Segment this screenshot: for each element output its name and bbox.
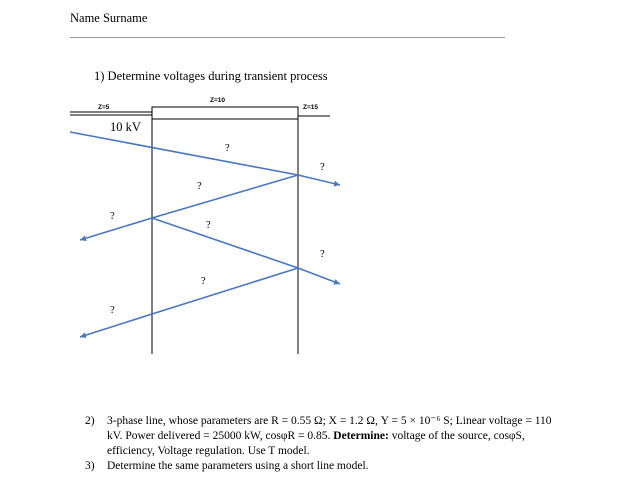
z-label-left: Z=5 <box>98 104 110 111</box>
unknown-mark: ? <box>110 305 115 316</box>
unknown-mark: ? <box>201 276 206 287</box>
wave-transmitted-2 <box>298 268 340 284</box>
z-label-right: Z=15 <box>303 104 318 111</box>
wave-reflected-1 <box>152 175 298 218</box>
name-surname-label: Name Surname <box>70 11 148 25</box>
wave-rereflected-1 <box>152 218 298 268</box>
unknown-mark: ? <box>320 162 325 173</box>
problem-text: Determine the same parameters using a short line model. <box>107 460 369 472</box>
question-1-title: 1) Determine voltages during transient process <box>94 69 328 83</box>
wave-back-1 <box>80 218 152 240</box>
source-voltage-label: 10 kV <box>110 120 141 134</box>
wave-reflected-2 <box>152 268 298 314</box>
unknown-mark: ? <box>197 181 202 192</box>
wave-back-2 <box>80 314 152 337</box>
problem-bold-label: Determine: <box>333 430 389 442</box>
problem-number: 2) <box>85 415 95 427</box>
problem-3 <box>85 459 565 474</box>
unknown-mark: ? <box>225 143 230 154</box>
wave-incident <box>70 132 298 175</box>
unknown-mark: ? <box>320 249 325 260</box>
unknown-mark: ? <box>110 211 115 222</box>
problem-2 <box>85 414 565 459</box>
unknown-mark: ? <box>206 220 211 231</box>
wave-transmitted-1 <box>298 175 340 185</box>
problem-number: 3) <box>85 460 95 472</box>
problem-text-after: voltage of the source, cosφS, efficiency, Voltage regulation. Use T model. <box>107 430 525 457</box>
z-label-middle: Z=10 <box>210 97 225 104</box>
problem-text: 3-phase line, whose parameters are R = 0.55 Ω; X = 1.2 Ω, Y = 5 × 10⁻⁶ S; Linear voltage = 110 kV. Power delivered = 25000 kW, cosφR = 0.85. <box>107 415 552 442</box>
problem-list <box>85 414 565 474</box>
segment-box-z10 <box>152 107 298 119</box>
